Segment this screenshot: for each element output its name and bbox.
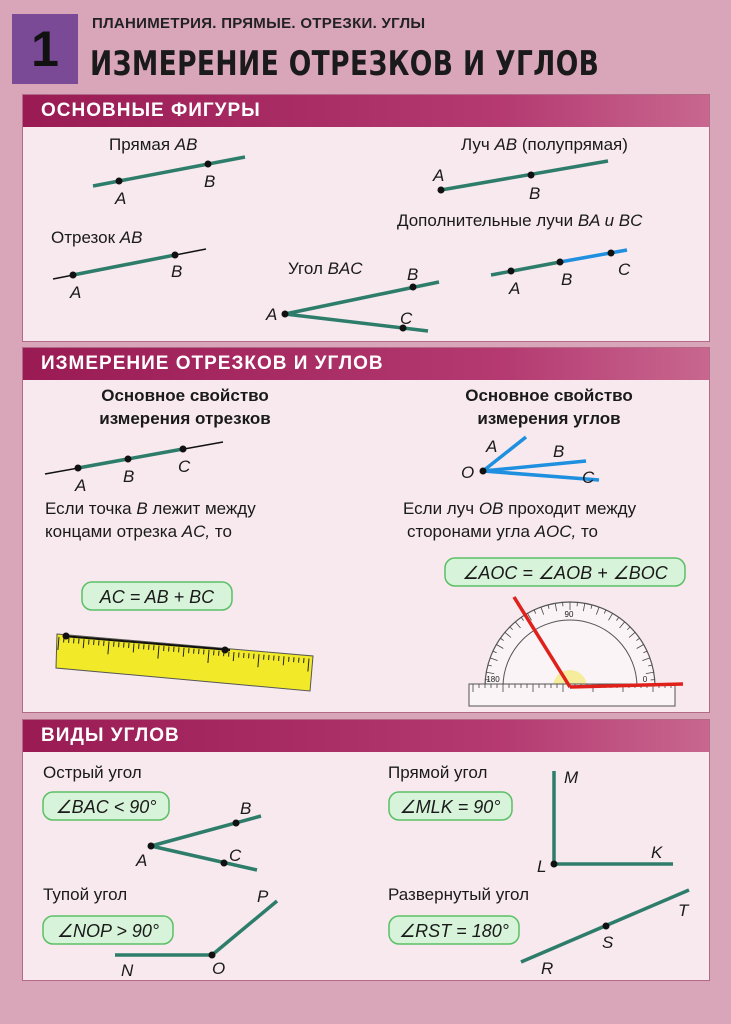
label-o: O — [212, 959, 226, 978]
svg-text:∠NOP > 90°: ∠NOP > 90° — [56, 921, 160, 941]
obtuse-angle-formula — [43, 916, 173, 944]
section-angle-types — [22, 719, 710, 981]
label-c: C — [229, 846, 242, 865]
straight-angle-label: Развернутый угол — [388, 885, 530, 904]
label-b: B — [529, 184, 541, 203]
point-b — [172, 252, 179, 259]
label-b: B — [240, 799, 252, 818]
acute-angle-formula — [43, 792, 169, 820]
right-angle-label: Прямой угол — [388, 763, 488, 782]
right-angle-formula — [389, 792, 512, 820]
label-n: N — [121, 961, 134, 980]
point-b — [125, 456, 132, 463]
svg-text:∠MLK = 90°: ∠MLK = 90° — [399, 797, 501, 817]
svg-text:AC = AB + BC: AC = AB + BC — [99, 587, 215, 607]
point-b — [233, 820, 240, 827]
ray-ob — [483, 461, 586, 471]
segment-property-text: концами отрезка AC, то — [45, 522, 232, 541]
ruler — [56, 633, 313, 692]
label-b: B — [123, 467, 135, 486]
svg-text:∠AOC = ∠AOB + ∠BOC: ∠AOC = ∠AOB + ∠BOC — [462, 563, 668, 583]
obtuse-angle-label: Тупой угол — [43, 885, 128, 904]
label-o: O — [461, 463, 475, 482]
label-b: B — [561, 270, 573, 289]
section-heading: ИЗМЕРЕНИЕ ОТРЕЗКОВ И УГЛОВ — [23, 348, 709, 380]
point-s — [603, 923, 610, 930]
acute-side-ab — [151, 816, 261, 846]
protractor-0-label: 0 — [642, 675, 648, 684]
point-a — [75, 465, 82, 472]
ruler-point — [63, 633, 70, 640]
angle-label: Угол BAC — [288, 259, 363, 278]
label-b: B — [204, 172, 216, 191]
segment-ab — [73, 255, 175, 275]
section-heading: ОСНОВНЫЕ ФИГУРЫ — [23, 95, 709, 127]
point-a — [70, 272, 77, 279]
point-b — [410, 284, 417, 291]
angle-types-diagram — [23, 720, 711, 982]
label-b: B — [171, 262, 183, 281]
line-label: Прямая AB — [109, 135, 198, 154]
protractor — [469, 597, 683, 706]
segment-property-text: Если точка B лежит между — [45, 499, 256, 518]
angle-property-text: сторонами угла AOC, то — [407, 522, 599, 541]
section-heading: ВИДЫ УГЛОВ — [23, 720, 709, 752]
point-a — [282, 311, 289, 318]
protractor-90-label: 90 — [564, 610, 574, 619]
svg-text:∠RST = 180°: ∠RST = 180° — [399, 921, 509, 941]
obtuse-side-op — [212, 901, 277, 955]
segment-sum-formula — [82, 582, 232, 610]
angle-property-title: Основное свойство — [465, 386, 633, 405]
acute-angle-label: Острый угол — [43, 763, 142, 782]
label-m: M — [564, 768, 579, 787]
label-a: A — [509, 279, 521, 298]
segment-label: Отрезок AB — [51, 228, 143, 247]
label-p: P — [257, 887, 269, 906]
point-a — [508, 268, 515, 275]
label-t: T — [678, 901, 689, 920]
angle-property-title: измерения углов — [477, 409, 621, 428]
label-s: S — [602, 933, 614, 952]
label-b: B — [407, 265, 419, 284]
label-k: K — [651, 843, 663, 862]
label-a: A — [433, 166, 445, 185]
basic-figures-diagram — [23, 95, 711, 343]
point-a — [148, 843, 155, 850]
ray-label: Луч AB (полупрямая) — [461, 135, 628, 154]
label-l: L — [537, 857, 547, 876]
label-b: B — [553, 442, 565, 461]
label-a: A — [115, 189, 127, 208]
point-b — [205, 161, 212, 168]
angle-sum-formula — [445, 558, 685, 586]
measurement-diagram — [23, 348, 711, 714]
extra-rays-label: Дополнительные лучи BA и BC — [397, 211, 643, 230]
point-c — [221, 860, 228, 867]
point-a — [116, 178, 123, 185]
chapter-subtitle: ПЛАНИМЕТРИЯ. ПРЯМЫЕ. ОТРЕЗКИ. УГЛЫ — [92, 15, 426, 32]
point-b — [557, 259, 564, 266]
protractor-180-label: 180 — [486, 675, 500, 684]
point-l — [551, 861, 558, 868]
point-a — [438, 187, 445, 194]
label-r: R — [541, 959, 554, 978]
svg-text:∠BAC < 90°: ∠BAC < 90° — [55, 797, 157, 817]
chapter-number: 1 — [12, 14, 78, 84]
point-c — [180, 446, 187, 453]
label-c: C — [618, 260, 631, 279]
point-b — [528, 172, 535, 179]
point-c — [608, 250, 615, 257]
label-c: C — [400, 309, 413, 328]
label-a: A — [75, 476, 87, 495]
point-o — [480, 468, 487, 475]
section-measurement — [22, 347, 710, 713]
ray-bc — [560, 250, 627, 262]
ray-ab — [441, 161, 608, 190]
label-a: A — [136, 851, 148, 870]
angle-property-text: Если луч OB проходит между — [403, 499, 637, 518]
segment-property-title: измерения отрезков — [99, 409, 271, 428]
label-a: A — [486, 437, 498, 456]
label-a: A — [266, 305, 278, 324]
chapter-title: ИЗМЕРЕНИЕ ОТРЕЗКОВ И УГЛОВ — [90, 44, 600, 84]
segment-property-title: Основное свойство — [101, 386, 269, 405]
ray-ba — [491, 262, 560, 275]
ruler-point — [222, 647, 229, 654]
label-c: C — [582, 468, 595, 487]
point-o — [209, 952, 216, 959]
straight-angle-formula — [389, 916, 519, 944]
label-c: C — [178, 457, 191, 476]
label-a: A — [70, 283, 82, 302]
section-basic-figures — [22, 94, 710, 342]
